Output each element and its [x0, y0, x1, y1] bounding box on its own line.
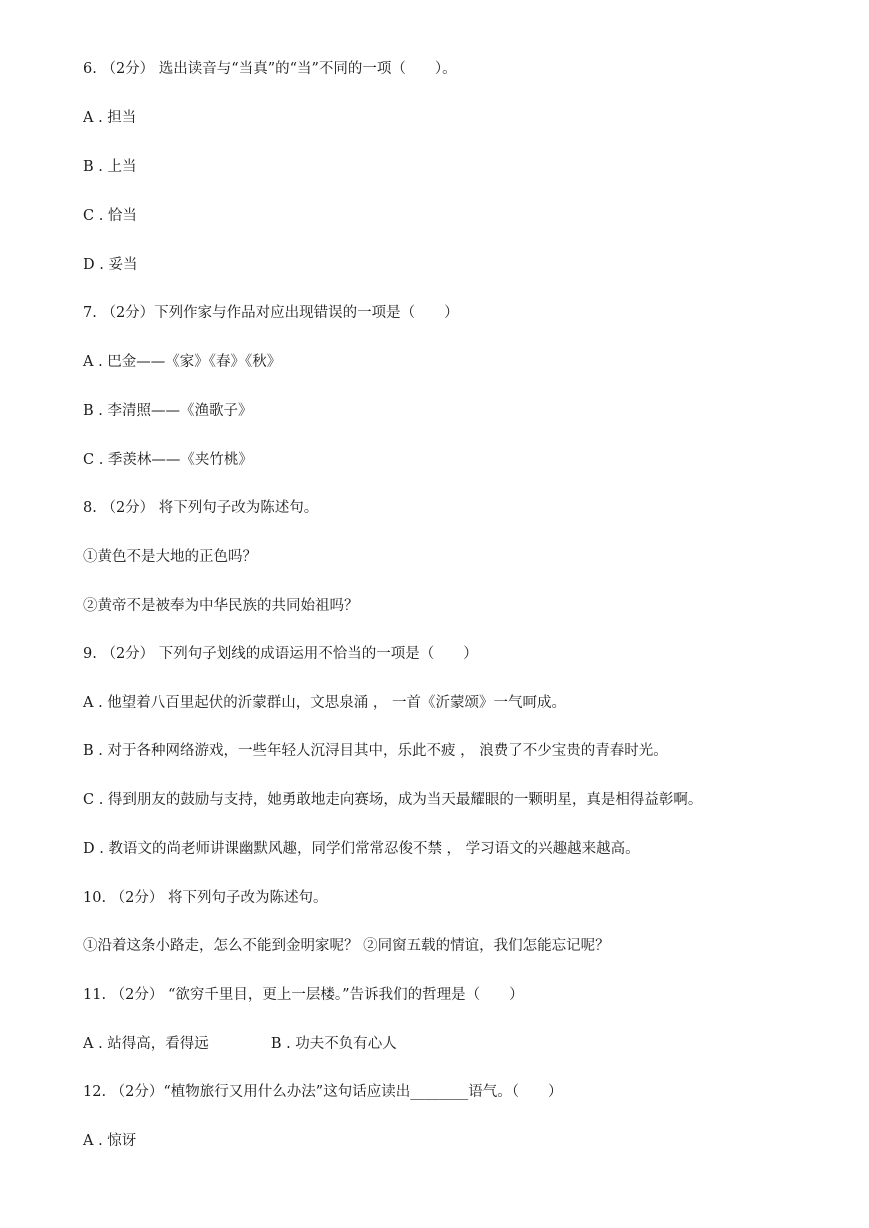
- question-11-stem: 11. （2分） “欲穷千里目，更上一层楼。”告诉我们的哲理是（ ）: [83, 987, 524, 1003]
- question-11-option-b: B . 功夫不负有心人: [270, 1036, 397, 1052]
- question-9-option-c: C . 得到朋友的鼓励与支持，她勇敢地走向赛场，成为当天最耀眼的一颗明星，真是相得益彰啊。: [83, 792, 703, 808]
- question-6-option-d: D . 妥当: [83, 257, 138, 273]
- question-8-item-2: ②黄帝不是被奉为中华民族的共同始祖吗？: [83, 598, 359, 614]
- question-7-option-b: B . 李清照——《渔歌子》: [83, 403, 253, 419]
- question-8-stem: 8. （2分） 将下列句子改为陈述句。: [83, 500, 319, 516]
- question-6-option-c: C . 恰当: [83, 208, 137, 224]
- question-12-stem: 12. （2分）“植物旅行又用什么办法”这句话应读出________语气。（ ）: [83, 1084, 563, 1100]
- question-7-stem: 7. （2分）下列作家与作品对应出现错误的一项是（ ）: [83, 305, 459, 321]
- question-9-option-b: B . 对于各种网络游戏，一些年轻人沉浔目其中，乐此不疲 ， 浪费了不少宝贵的青春时光。: [83, 743, 668, 759]
- question-9-stem: 9. （2分） 下列句子划线的成语运用不恰当的一项是（ ）: [83, 646, 478, 662]
- question-6-stem: 6. （2分） 选出读音与“当真”的“当”不同的一项（ ）。: [83, 61, 457, 77]
- question-8-item-1: ①黄色不是大地的正色吗？: [83, 549, 257, 565]
- question-12-option-a: A . 惊讶: [83, 1133, 137, 1149]
- question-7-option-a: A . 巴金——《家》《春》《秋》: [83, 354, 282, 370]
- question-7-option-c: C . 季羡林——《夹竹桃》: [83, 452, 253, 468]
- question-10-items: ①沿着这条小路走，怎么不能到金明家呢？ ②同窗五载的情谊，我们怎能忘记呢？: [83, 938, 610, 954]
- question-10-stem: 10. （2分） 将下列句子改为陈述句。: [83, 890, 328, 906]
- question-11-options: [83, 1034, 397, 1054]
- question-9-option-a: A . 他望着八百里起伏的沂蒙群山，文思泉涌 ， 一首《沂蒙颂》一气呵成。: [83, 695, 567, 711]
- question-11-option-a: A . 站得高，看得远: [83, 1036, 209, 1052]
- question-6-option-b: B . 上当: [83, 159, 137, 175]
- question-9-option-d: D . 教语文的尚老师讲课幽默风趣，同学们常常忍俊不禁 ， 学习语文的兴趣越来越高。: [83, 841, 640, 857]
- question-6-option-a: A . 担当: [83, 110, 137, 126]
